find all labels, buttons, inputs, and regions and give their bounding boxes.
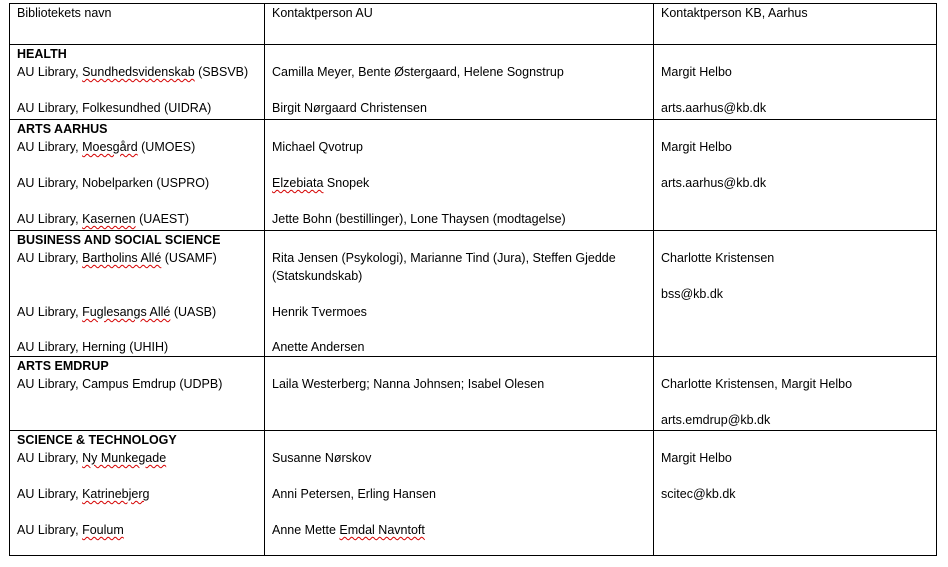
section-row-arts-emdrup: [10, 357, 937, 431]
library-name: AU Library, Fuglesangs Allé (UASB): [17, 305, 217, 319]
contact-name: Camilla Meyer, Bente Østergaard, Helene Sognstrup: [272, 65, 564, 79]
kb-contact-name: Charlotte Kristensen: [661, 251, 775, 265]
library-cell: [10, 357, 265, 431]
header-library-name: [10, 4, 265, 45]
contact-table: [9, 3, 937, 556]
library-cell: [10, 231, 265, 357]
library-name: AU Library, Campus Emdrup (UDPB): [17, 377, 223, 391]
au-contact-cell: [265, 357, 654, 431]
header-col1-label: Bibliotekets navn: [17, 6, 112, 20]
library-name: AU Library, Folkesundhed (UIDRA): [17, 101, 212, 115]
au-contact-cell: [265, 231, 654, 357]
kb-contact-cell: [654, 231, 937, 357]
kb-contact-name: Margit Helbo: [661, 65, 732, 79]
library-name: AU Library, Herning (UHIH): [17, 340, 169, 354]
kb-email: arts.emdrup@kb.dk: [661, 413, 771, 427]
kb-contact-name: Margit Helbo: [661, 140, 732, 154]
library-name: AU Library, Katrinebjerg: [17, 487, 150, 501]
contact-name: Henrik Tvermoes: [272, 305, 367, 319]
section-title: ARTS AARHUS: [17, 122, 108, 136]
library-name: AU Library, Sundhedsvidenskab (SBSVB): [17, 65, 249, 79]
header-row: [10, 4, 937, 45]
library-name: AU Library, Kasernen (UAEST): [17, 212, 190, 226]
contact-name: Anette Andersen: [272, 340, 365, 354]
contact-name: Elzebiata Snopek: [272, 176, 370, 190]
contact-name: Anni Petersen, Erling Hansen: [272, 487, 436, 501]
section-title: SCIENCE & TECHNOLOGY: [17, 433, 177, 447]
header-col3-label: Kontaktperson KB, Aarhus: [661, 6, 808, 20]
kb-contact-cell: [654, 45, 937, 120]
section-title: HEALTH: [17, 47, 67, 61]
kb-contact-cell: [654, 357, 937, 431]
library-name: AU Library, Nobelparken (USPRO): [17, 176, 210, 190]
kb-contact-cell: [654, 431, 937, 556]
section-row-health: [10, 45, 937, 120]
contact-name: Anne Mette Emdal Navntoft: [272, 523, 425, 537]
kb-contact-cell: [654, 120, 937, 231]
kb-email: bss@kb.dk: [661, 287, 724, 301]
section-row-bss: [10, 231, 937, 357]
library-cell: [10, 120, 265, 231]
au-contact-cell: [265, 431, 654, 556]
kb-contact-name: Charlotte Kristensen, Margit Helbo: [661, 377, 853, 391]
kb-email: scitec@kb.dk: [661, 487, 736, 501]
library-cell: [10, 431, 265, 556]
library-name: AU Library, Bartholins Allé (USAMF): [17, 251, 217, 265]
kb-email: arts.aarhus@kb.dk: [661, 101, 767, 115]
contact-name: Michael Qvotrup: [272, 140, 364, 154]
header-col2-label: Kontaktperson AU: [272, 6, 373, 20]
library-name: AU Library, Ny Munkegade: [17, 451, 167, 465]
au-contact-cell: [265, 120, 654, 231]
section-row-scitec: [10, 431, 937, 556]
contact-name: Jette Bohn (bestillinger), Lone Thaysen (modtagelse): [272, 212, 566, 226]
au-contact-cell: [265, 45, 654, 120]
library-cell: [10, 45, 265, 120]
library-name: AU Library, Moesgård (UMOES): [17, 140, 196, 154]
kb-contact-name: Margit Helbo: [661, 451, 732, 465]
library-name: AU Library, Foulum: [17, 523, 124, 537]
section-row-arts-aarhus: [10, 120, 937, 231]
contact-name: Susanne Nørskov: [272, 451, 372, 465]
contact-name: Rita Jensen (Psykologi), Marianne Tind (Jura), Steffen Gjedde (Statskundskab): [272, 251, 616, 283]
header-contact-kb: [654, 4, 937, 45]
header-contact-au: [265, 4, 654, 45]
contact-name: Laila Westerberg; Nanna Johnsen; Isabel Olesen: [272, 377, 545, 391]
section-title: ARTS EMDRUP: [17, 359, 109, 373]
kb-email: arts.aarhus@kb.dk: [661, 176, 767, 190]
contact-name: Birgit Nørgaard Christensen: [272, 101, 427, 115]
section-title: BUSINESS AND SOCIAL SCIENCE: [17, 233, 221, 247]
